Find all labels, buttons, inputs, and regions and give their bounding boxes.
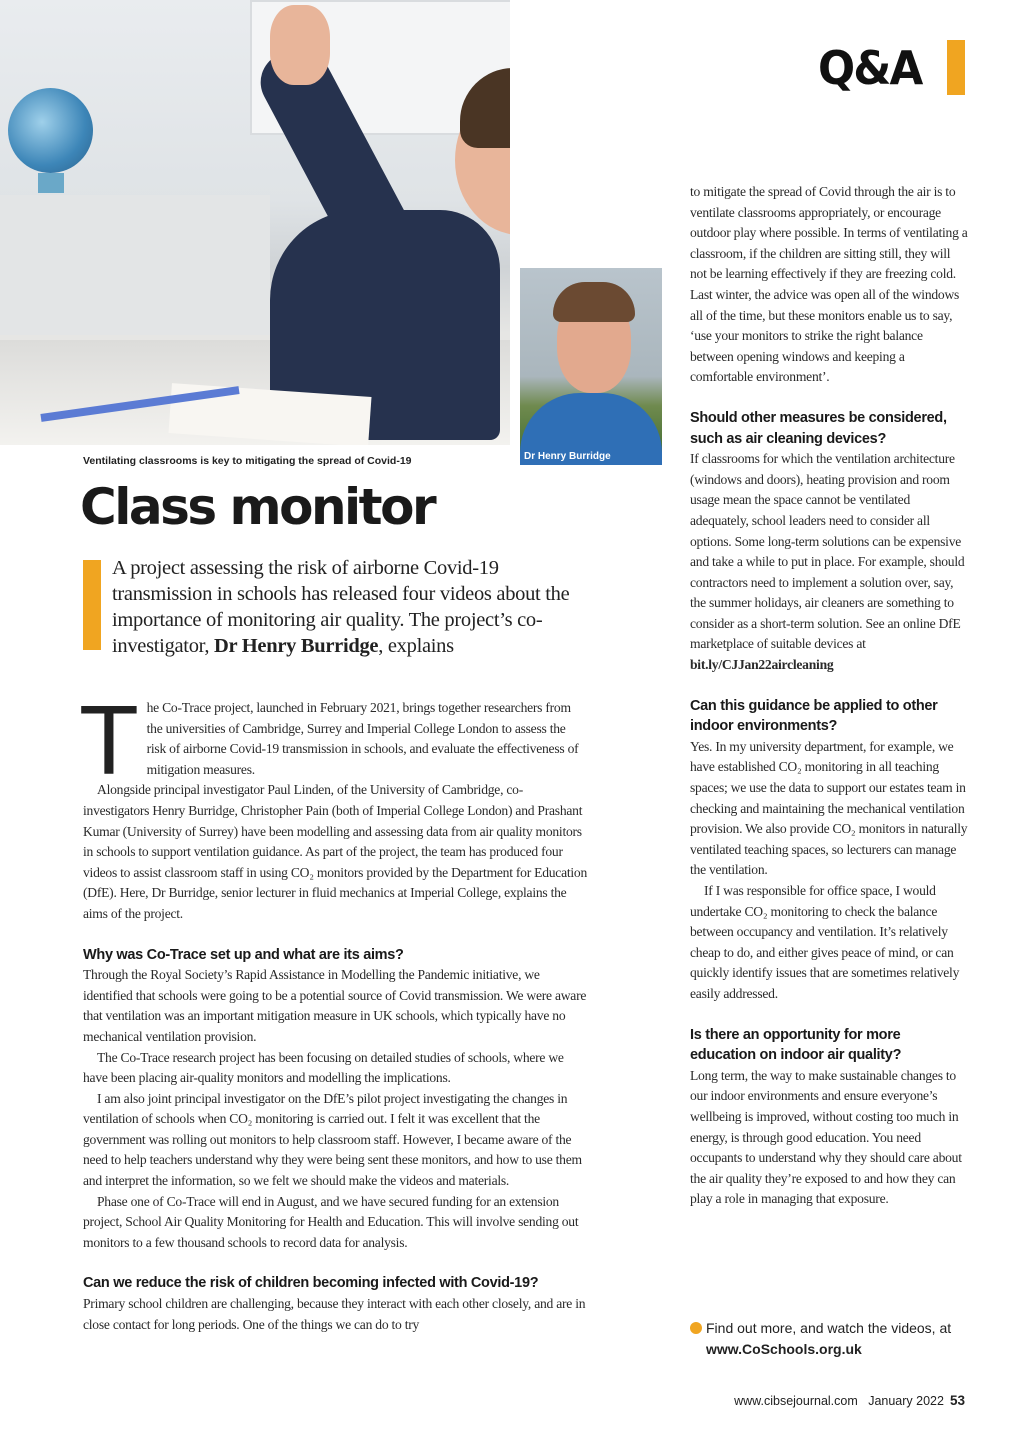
photo-caption: Ventilating classrooms is key to mitigating the spread of Covid-19	[83, 455, 412, 467]
body-paragraph: to mitigate the spread of Covid through the air is to ventilate classrooms appropriately, or encourage outdoor play where possible. In terms of ventilating a classroom, if the children are sitting still, they will not be learning effectively if they are freezing cold. Last winter, the advice was open all of the windows all of the time, but these monitors enable us to say, ‘use your monitors to strike the right balance between opening windows and keeping a comfortable environment’.	[690, 184, 968, 385]
find-out-more	[690, 1318, 980, 1360]
intro-text: he Co-Trace project, launched in February 2021, brings together researchers from the universities of Cambridge, Surrey and Imperial College London to assess the risk of airborne Covid-19 transmission in schools, and evaluate the effectiveness of mitigation measures.	[146, 700, 579, 777]
intro-paragraph	[79, 685, 588, 795]
find-more-text: Find out more, and watch the videos, at	[706, 1320, 952, 1336]
accent-bar	[947, 40, 965, 95]
body-paragraph: If I was responsible for office space, I would undertake CO₂ monitoring to check the balance between occupancy and ventilation. It’s relatively cheap to do, and either gives peace of mind, or can quickly identify issues that are sometimes relatively easily addressed.	[690, 883, 960, 1001]
footer-date: January 2022	[868, 1394, 944, 1408]
standfirst-end: , explains	[378, 635, 454, 657]
bullet-dot-icon	[690, 1322, 702, 1334]
left-column	[79, 685, 588, 1335]
standfirst-accent-bar	[83, 560, 101, 650]
portrait-caption: Dr Henry Burridge	[524, 451, 611, 462]
question-heading: Is there an opportunity for more education on indoor air quality?	[690, 1026, 902, 1064]
hand	[270, 5, 330, 85]
body-paragraph: Long term, the way to make sustainable changes to our indoor environments and ensure everyone’s wellbeing is improved, without costing too much in energy, is through good education. You need occupants to understand why they should care about the air quality they’re exposed to and how they can play a role in managing that exposure.	[690, 1067, 962, 1207]
page-number: 53	[949, 1393, 965, 1408]
shelf	[0, 195, 270, 335]
portrait-photo	[520, 268, 662, 465]
body-paragraph	[690, 449, 968, 676]
page-title: Class monitor	[80, 478, 435, 536]
body-text: If classrooms for which the ventilation architecture (windows and doors), heating provision and room usage mean the space cannot be ventilated adequately, school leaders need to consider all options. Some long-term solutions can be expensive and take a while to put in place. For example, should contractors need to implement a solution over, say, the summer holidays, air cleaners are something to consider as a short-term solution. See an online DfE marketplace of suitable devices at	[690, 451, 965, 652]
page-footer	[734, 1393, 965, 1408]
standfirst-text: A project assessing the risk of airborne Covid-19 transmission in schools has released four videos about the importance of monitoring air quality. The project’s co-investigator,	[112, 557, 570, 657]
right-column	[690, 182, 968, 1210]
question-heading: Why was Co-Trace set up and what are its aims?	[83, 946, 404, 963]
body-paragraph: Primary school children are challenging, because they interact with each other closely, and are in close contact for long periods. One of the things we can do to try	[83, 1296, 586, 1332]
question-heading: Can we reduce the risk of children becoming infected with Covid-19?	[83, 1275, 539, 1292]
classroom-photo	[0, 0, 510, 445]
body-paragraph: Phase one of Co-Trace will end in August, and we have secured funding for an extension project, School Air Quality Monitoring for Health and Education. This will involve sending out monitors to a few thousand schools to record data for analysis.	[83, 1193, 579, 1250]
question-heading: Should other measures be considered, such as air cleaning devices?	[690, 409, 947, 447]
marketplace-link[interactable]: bit.ly/CJJan22aircleaning	[690, 657, 834, 673]
footer-site[interactable]: www.cibsejournal.com	[734, 1394, 858, 1408]
body-paragraph: The Co-Trace research project has been focusing on detailed studies of schools, where we have been placing air-quality monitors and modelling the implications.	[83, 1049, 564, 1086]
standfirst-name: Dr Henry Burridge	[214, 635, 379, 657]
globe	[8, 88, 93, 173]
standfirst	[112, 555, 592, 659]
body-paragraph: I am also joint principal investigator on the DfE’s pilot project investigating the changes in ventilation of schools when CO₂ monitoring is carried out. I felt it was excellent that the government was rolling out monitors to help classroom staff. However, I became aware of the need to help teachers understand why they were being sent these monitors, and how to use them and interpret the information, so we felt we should make the videos and materials.	[83, 1090, 582, 1189]
drop-cap: T	[79, 685, 139, 795]
body-paragraph: Yes. In my university department, for example, we have established CO₂ monitoring in all teaching spaces; we use the data to support our estates team in checking and maintaining the mechanical ventilation provision. We also provide CO₂ monitors in naturally ventilated teaching spaces, so lecturers can manage the ventilation.	[690, 738, 968, 878]
body-paragraph: Through the Royal Society’s Rapid Assistance in Modelling the Pandemic initiative, we identified that schools were going to be a potential source of Covid transmission. We were aware that ventilation was an important mitigation measure in UK schools, which typically have no mechanical ventilation provision.	[83, 967, 587, 1044]
portrait-hair	[553, 282, 635, 322]
body-paragraph: Alongside principal investigator Paul Linden, of the University of Cambridge, co-investigators Henry Burridge, Christopher Pain (both of Imperial College London) and Prashant Kumar (University of Surrey) have been modelling and assessing data from air quality monitors in schools to support ventilation guidance. As part of the project, the team has produced four videos to assist classroom staff in using CO₂ monitors provided by the Department for Education (DfE). Here, Dr Burridge, senior lecturer in fluid mechanics at Imperial College, explains the aims of the project.	[83, 782, 588, 921]
coschools-link[interactable]: www.CoSchools.org.uk	[706, 1341, 862, 1357]
question-heading: Can this guidance be applied to other indoor environments?	[690, 697, 938, 735]
section-label: Q&A	[818, 41, 922, 95]
